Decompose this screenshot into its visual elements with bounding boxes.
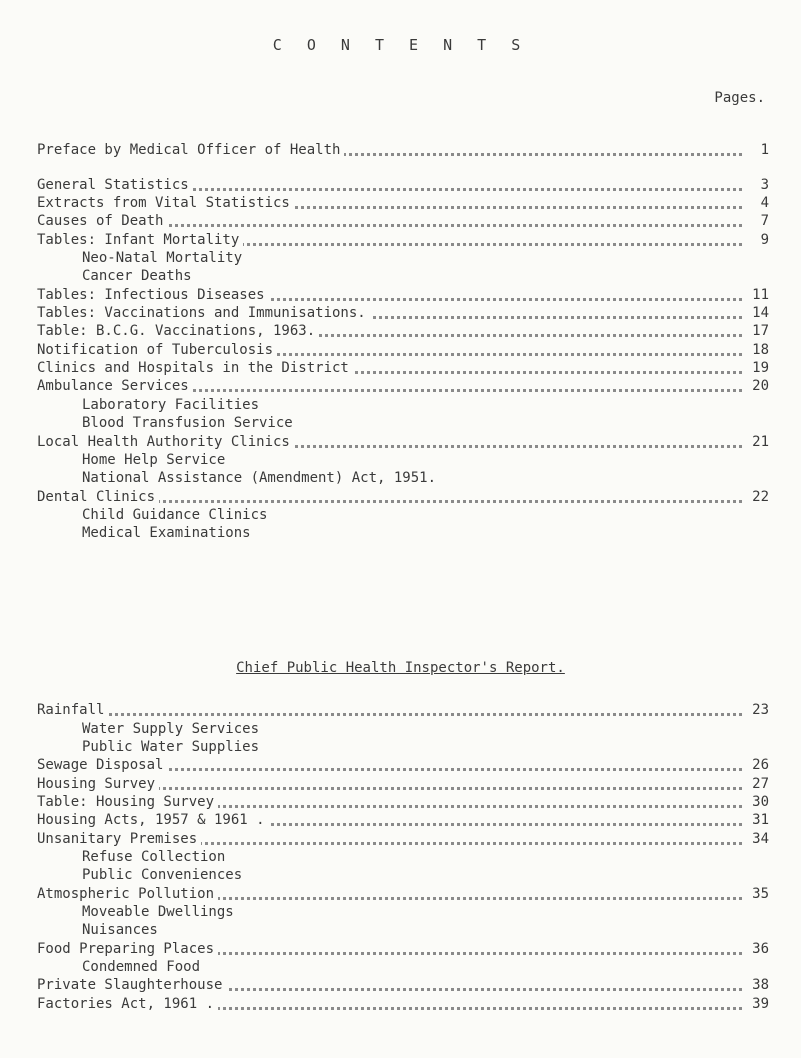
toc-entry-label: Refuse Collection xyxy=(82,849,229,865)
toc-entry xyxy=(37,812,769,830)
toc-entry-page: 4 xyxy=(745,195,769,211)
toc-entry-label: Sewage Disposal xyxy=(37,757,167,773)
toc-entry-label: Table: B.C.G. Vaccinations, 1963. xyxy=(37,323,319,339)
toc-entry xyxy=(37,959,742,977)
toc-entry-page: 3 xyxy=(745,177,769,193)
page-title: C O N T E N T S xyxy=(272,36,529,54)
toc-entry-label: Nuisances xyxy=(82,922,162,938)
toc-entry-page: 17 xyxy=(745,323,769,339)
toc-entry xyxy=(37,360,769,378)
toc-entry-page: 36 xyxy=(745,941,769,957)
toc-entry xyxy=(37,177,769,195)
toc-entry-label: Dental Clinics xyxy=(37,489,159,505)
toc-entry-page: 38 xyxy=(745,977,769,993)
toc-entry-label: Rainfall xyxy=(37,702,108,718)
toc-entry-label: General Statistics xyxy=(37,177,193,193)
toc-entry xyxy=(37,507,742,525)
toc-entry-label: Cancer Deaths xyxy=(82,268,196,284)
toc-entry xyxy=(37,794,769,812)
toc-entry xyxy=(37,739,742,757)
toc-entry-page: 14 xyxy=(745,305,769,321)
toc-entry-label: Causes of Death xyxy=(37,213,167,229)
toc-entry xyxy=(37,489,769,507)
toc-entry-label: Tables: Vaccinations and Immunisations. xyxy=(37,305,370,321)
toc-entry xyxy=(37,434,769,452)
leader-dots xyxy=(37,707,742,716)
toc-entry-page: 9 xyxy=(745,232,769,248)
toc-entry xyxy=(37,977,769,995)
toc-entry-label: Moveable Dwellings xyxy=(82,904,238,920)
toc-entry-page: 1 xyxy=(745,142,769,158)
toc-entry xyxy=(37,342,769,360)
toc-entry xyxy=(37,721,742,739)
toc-entry-page: 11 xyxy=(745,287,769,303)
toc-entry xyxy=(37,305,769,323)
pages-column-header: Pages. xyxy=(714,90,765,106)
toc-entry xyxy=(37,415,742,433)
toc-entry-label: Table: Housing Survey xyxy=(37,794,218,810)
toc-entry-label: Unsanitary Premises xyxy=(37,831,201,847)
toc-entry-label: Ambulance Services xyxy=(37,378,193,394)
toc-entry-label: Blood Transfusion Service xyxy=(82,415,297,431)
toc-entry-page: 26 xyxy=(745,757,769,773)
toc-entry-label: Public Conveniences xyxy=(82,867,246,883)
toc-entry xyxy=(37,378,769,396)
toc-entry xyxy=(37,250,742,268)
toc-entry xyxy=(37,525,742,543)
toc-entry xyxy=(37,287,769,305)
toc-entry xyxy=(37,831,769,849)
toc-entry-label: Tables: Infant Mortality xyxy=(37,232,243,248)
toc-entry xyxy=(37,941,769,959)
toc-entry-page: 27 xyxy=(745,776,769,792)
toc-entry-label: Tables: Infectious Diseases xyxy=(37,287,269,303)
toc-entry-page: 23 xyxy=(745,702,769,718)
toc-entry xyxy=(37,397,742,415)
toc-entry xyxy=(37,142,769,160)
toc-entry-label: Food Preparing Places xyxy=(37,941,218,957)
toc-entry-page: 39 xyxy=(745,996,769,1012)
toc-entry xyxy=(37,849,742,867)
toc-entry xyxy=(37,452,742,470)
toc-entry-label: Preface by Medical Officer of Health xyxy=(37,142,344,158)
toc-entry-label: Atmospheric Pollution xyxy=(37,886,218,902)
toc-entry-page: 34 xyxy=(745,831,769,847)
toc-entry-page: 31 xyxy=(745,812,769,828)
toc-entry-label: Clinics and Hospitals in the District xyxy=(37,360,353,376)
toc-entry xyxy=(37,702,769,720)
toc-entry-label: Water Supply Services xyxy=(82,721,263,737)
toc-entry-label: Public Water Supplies xyxy=(82,739,263,755)
toc-entry-label: Factories Act, 1961 . xyxy=(37,996,218,1012)
toc-entry xyxy=(37,867,742,885)
toc-entry-label: Notification of Tuberculosis xyxy=(37,342,277,358)
section-title: Chief Public Health Inspector's Report. xyxy=(236,660,565,676)
toc-entry-page: 20 xyxy=(745,378,769,394)
toc-entry-label: Laboratory Facilities xyxy=(82,397,263,413)
toc-entry-label: Home Help Service xyxy=(82,452,229,468)
toc-entry-label: Extracts from Vital Statistics xyxy=(37,195,294,211)
toc-entry-page: 30 xyxy=(745,794,769,810)
toc-entry-page: 19 xyxy=(745,360,769,376)
toc-entry xyxy=(37,757,769,775)
toc-entry xyxy=(37,268,742,286)
toc-entry-page: 35 xyxy=(745,886,769,902)
toc-entry xyxy=(37,776,769,794)
toc-entry xyxy=(37,886,769,904)
toc-entry-label: Condemned Food xyxy=(82,959,204,975)
toc-entry-page: 21 xyxy=(745,434,769,450)
toc-entry-label: Housing Acts, 1957 & 1961 . xyxy=(37,812,269,828)
toc-entry-label: Local Health Authority Clinics xyxy=(37,434,294,450)
toc-entry-page: 7 xyxy=(745,213,769,229)
toc-entry-label: Private Slaughterhouse xyxy=(37,977,226,993)
toc-entry-label: Child Guidance Clinics xyxy=(82,507,271,523)
toc-entry xyxy=(37,323,769,341)
toc-entry-label: Neo-Natal Mortality xyxy=(82,250,246,266)
toc-entry xyxy=(37,470,742,488)
toc-entry-label: Medical Examinations xyxy=(82,525,255,541)
toc-entry-label: National Assistance (Amendment) Act, 1951. xyxy=(82,470,440,486)
toc-entry xyxy=(37,922,742,940)
toc-entry-label: Housing Survey xyxy=(37,776,159,792)
toc-entry-page: 22 xyxy=(745,489,769,505)
toc-entry xyxy=(37,232,769,250)
toc-entry xyxy=(37,904,742,922)
toc-entry xyxy=(37,996,769,1014)
toc-entry xyxy=(37,195,769,213)
toc-entry-page: 18 xyxy=(745,342,769,358)
toc-entry xyxy=(37,213,769,231)
